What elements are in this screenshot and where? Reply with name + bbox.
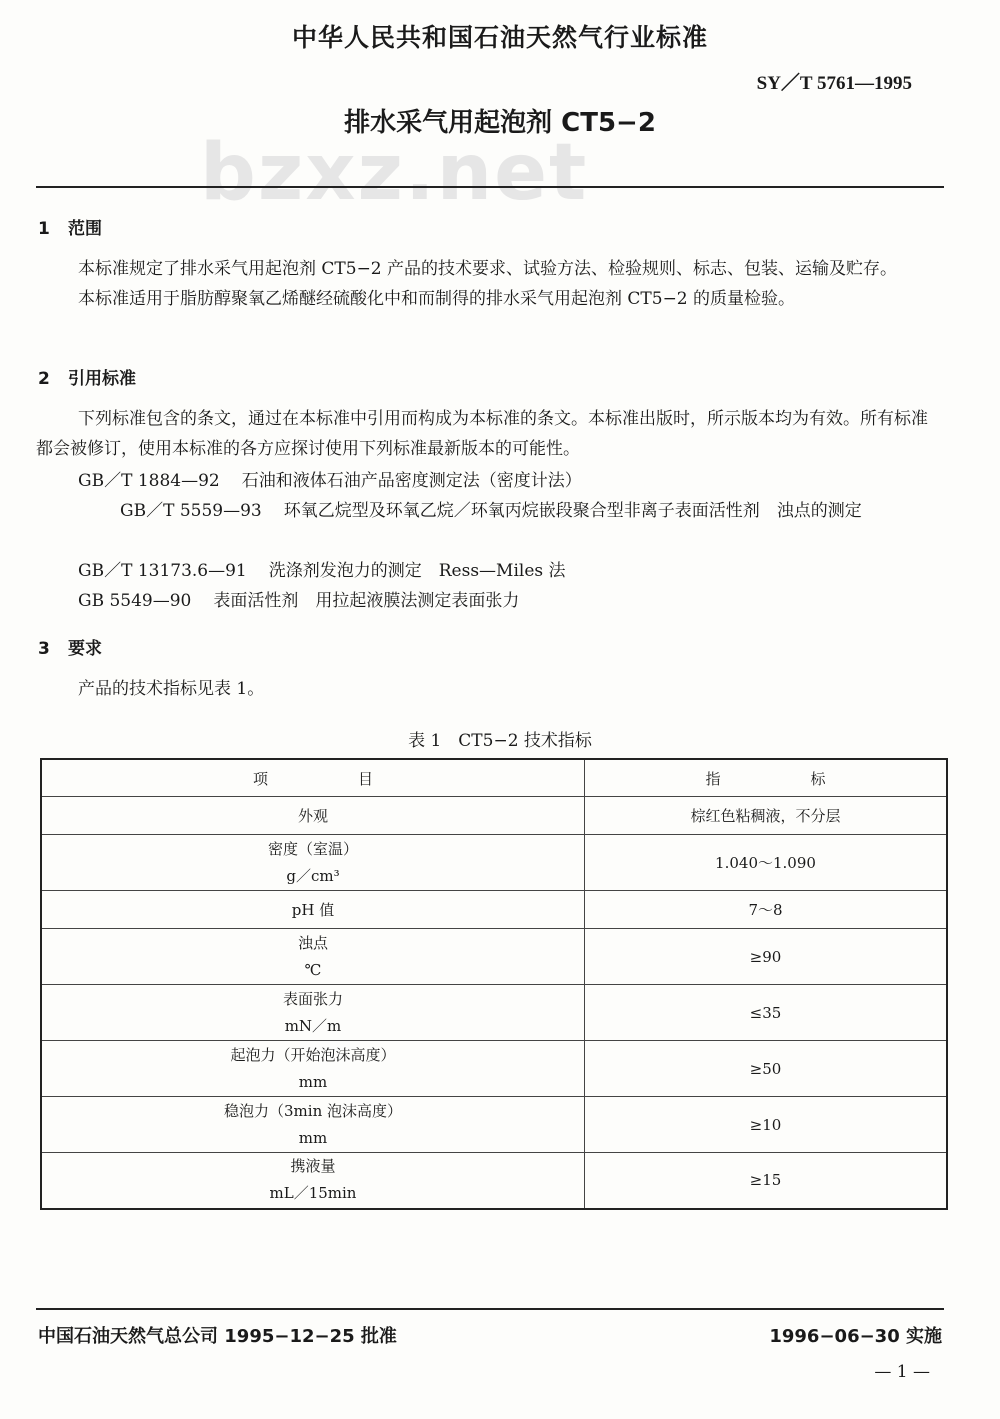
reference-title: 表面活性剂 用拉起液膜法测定表面张力 [213,591,520,611]
item-unit: mm [298,1072,328,1091]
table-caption: 表 1 CT5−2 技术指标 [408,731,592,751]
value-cell: 1.040～1.090 [585,835,948,891]
implementation-date: 1996−06−30 实施 [769,1326,942,1347]
page-number: — 1 — [874,1362,930,1382]
section-number: 1 [38,219,50,239]
value-cell: ≤35 [585,985,948,1041]
item-label: 浊点 [297,933,328,952]
reference-item [78,466,944,491]
approval-statement: 中国石油天然气总公司 1995−12−25 批准 [38,1326,397,1347]
item-cell [41,985,585,1041]
value-cell: ≥50 [585,1041,948,1097]
table-row [41,985,947,1041]
reference-code: GB／T 1884—92 [78,471,220,491]
value-cell: 棕红色粘稠液，不分层 [585,797,948,835]
table-row [41,1041,947,1097]
item-cell [41,835,585,891]
item-label: 稳泡力（3min 泡沫高度） [224,1101,402,1120]
item-unit: mN／m [284,1016,342,1035]
column-header-value: 指标 [585,759,948,797]
standard-number: SY／T 5761—1995 [756,73,912,94]
scope-text [36,254,944,314]
item-cell [41,1153,585,1209]
paragraph: 产品的技术指标见表 1。 [78,679,265,699]
footer-divider [36,1308,944,1310]
value-cell: ≥90 [585,929,948,985]
item-unit: ℃ [304,960,322,979]
watermark: bzxz.net [200,128,589,218]
section-number: 2 [38,369,50,389]
table-row [41,797,947,835]
item-cell [41,929,585,985]
paragraph: 本标准规定了排水采气用起泡剂 CT5−2 产品的技术要求、试验方法、检验规则、标志、包装、运输及贮存。 [78,259,898,279]
reference-item [78,586,944,611]
table-row [41,835,947,891]
column-header-item: 项目 [41,759,585,797]
item-label: 表面张力 [282,989,343,1008]
requirements-text [36,674,944,704]
reference-code: GB／T 13173.6—91 [78,561,247,581]
table-row [41,929,947,985]
item-label: 携液量 [290,1157,336,1176]
section-title: 引用标准 [68,369,136,389]
reference-code: GB／T 5559—93 [120,501,262,521]
section-title: 要求 [68,639,102,659]
reference-title: 洗涤剂发泡力的测定 Ress—Miles 法 [268,561,566,581]
item-unit: mL／15min [269,1184,357,1203]
item-cell [41,1097,585,1153]
table-row [41,891,947,929]
table-row [41,1097,947,1153]
reference-title: 环氧乙烷型及环氧乙烷／环氧丙烷嵌段聚合型非离子表面活性剂 浊点的测定 [283,501,862,521]
section-title: 范围 [68,219,102,239]
item-cell [41,1041,585,1097]
references-intro [36,404,944,464]
reference-title: 石油和液体石油产品密度测定法（密度计法） [241,471,582,491]
item-unit: g／cm³ [286,866,340,885]
document-title: 排水采气用起泡剂 CT5−2 [344,108,656,138]
section-heading-scope [38,214,102,239]
header-divider [36,186,944,188]
section-number: 3 [38,639,50,659]
item-label: 密度（室温） [267,839,358,858]
value-cell: ≥10 [585,1097,948,1153]
value-cell: ≥15 [585,1153,948,1209]
value-cell: 7～8 [585,891,948,929]
reference-item [36,496,944,526]
paragraph: 下列标准包含的条文，通过在本标准中引用而构成为本标准的条文。本标准出版时，所示版本均为有效。所有标准都会被修订，使用本标准的各方应探讨使用下列标准最新版本的可能性。 [36,409,928,459]
item-cell: pH 值 [41,891,585,929]
table-header-row [41,759,947,797]
paragraph: 本标准适用于脂肪醇聚氧乙烯醚经硫酸化中和而制得的排水采气用起泡剂 CT5−2 的质量检验。 [78,289,796,309]
spec-table [40,758,948,1210]
reference-code: GB 5549—90 [78,591,192,611]
reference-item [78,556,944,581]
issuing-authority: 中华人民共和国石油天然气行业标准 [291,23,708,52]
item-label: 起泡力（开始泡沫高度） [230,1045,396,1064]
item-unit: mm [298,1128,328,1147]
section-heading-references [38,364,136,389]
table-row [41,1153,947,1209]
item-cell: 外观 [41,797,585,835]
section-heading-requirements [38,634,102,659]
